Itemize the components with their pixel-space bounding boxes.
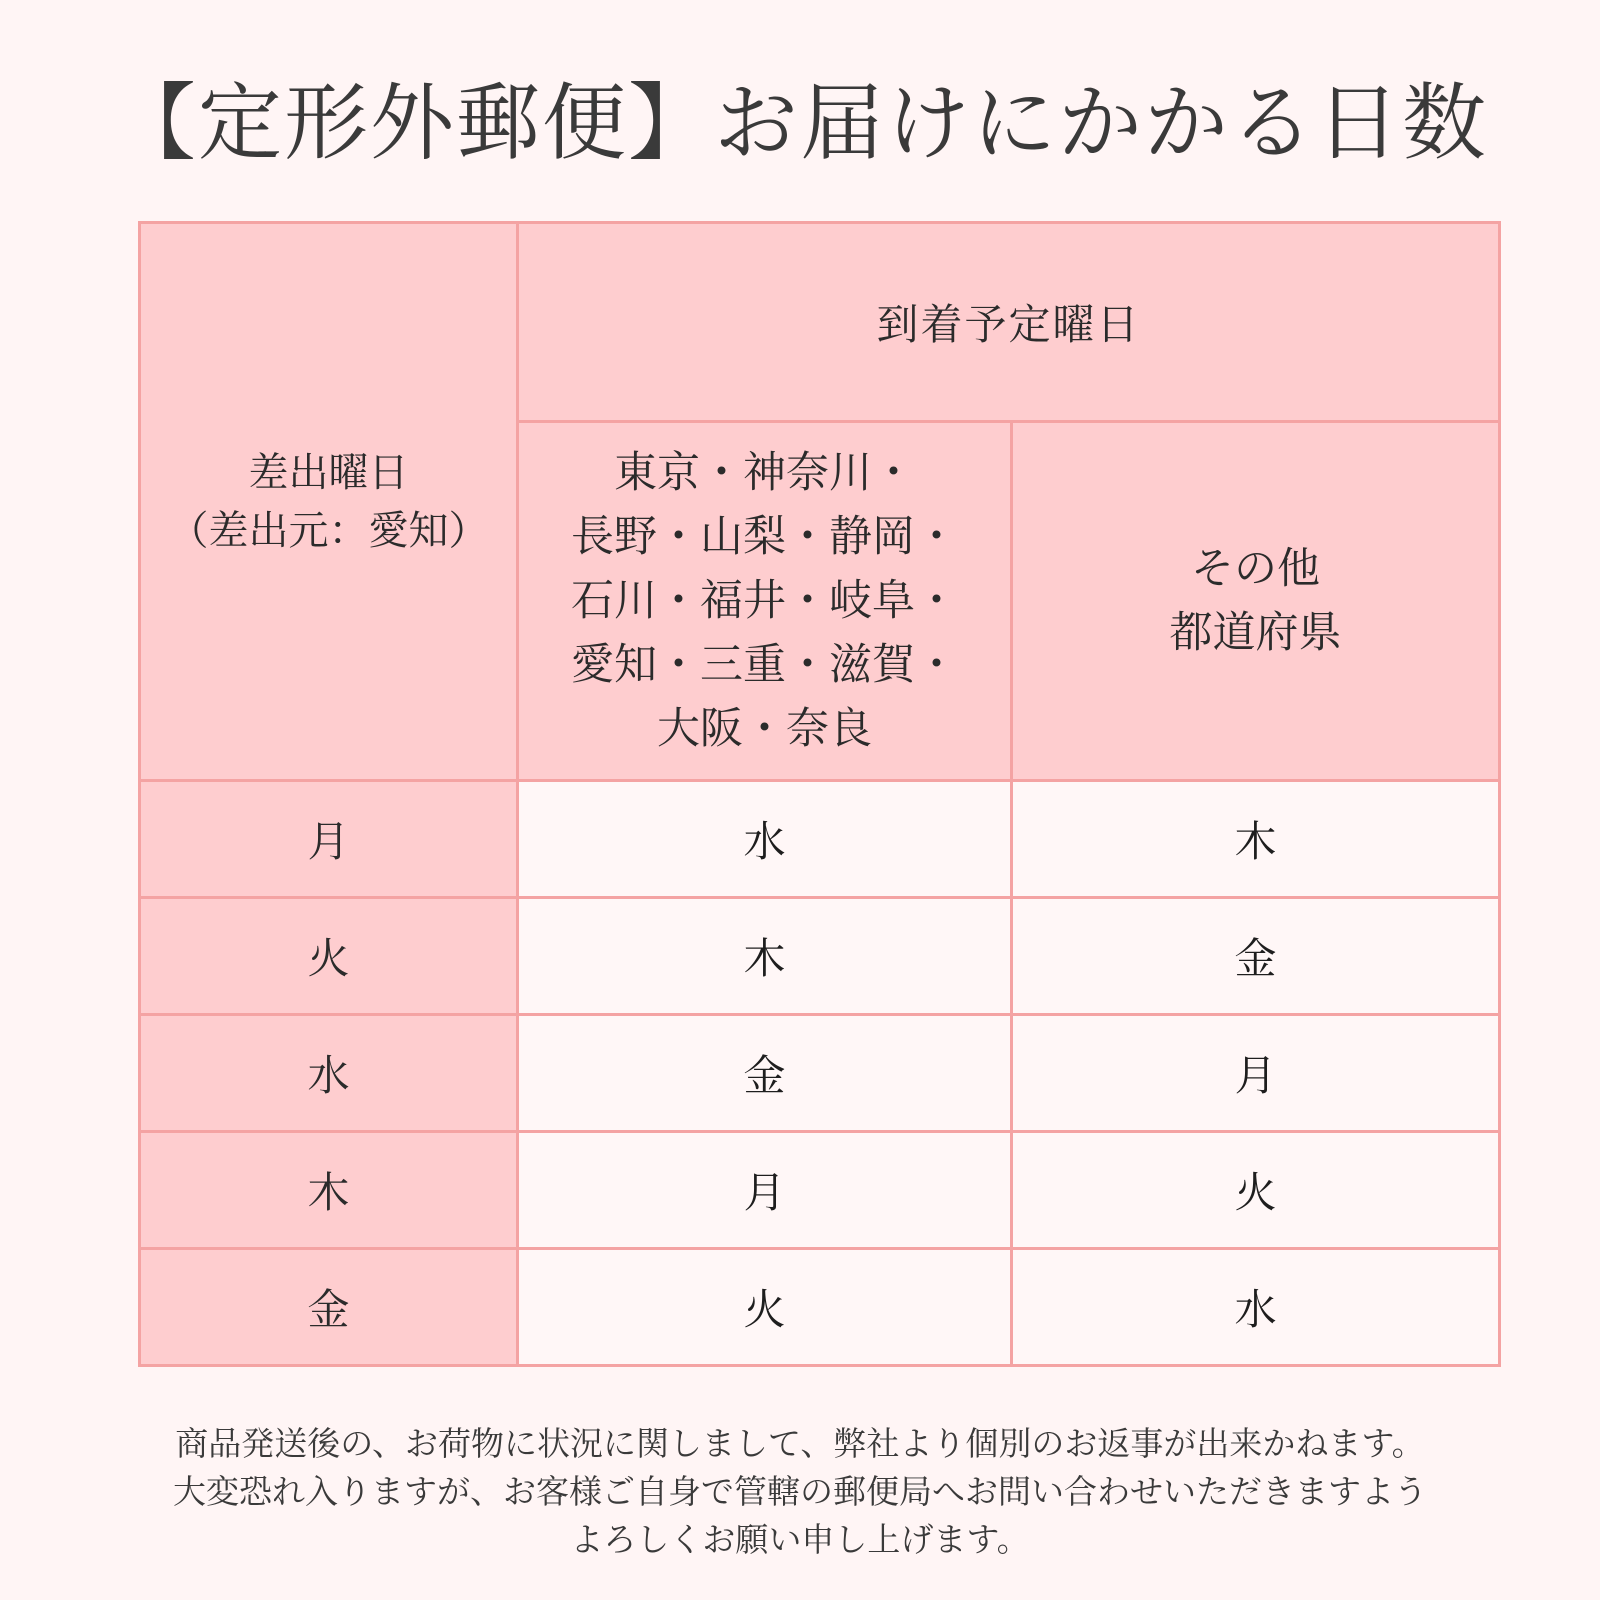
footnote-line: 大変恐れ入りますが、お客様ご自身で管轄の郵便局へお問い合わせいただきますよう [173,1472,1427,1511]
region-near-header [518,422,1012,781]
table-row [140,1132,1500,1249]
arrival-other-cell: 火 [1012,1132,1500,1249]
send-origin-label: （差出元：愛知） [168,507,489,554]
arrival-day-header: 到着予定曜日 [518,223,1500,422]
table-row [140,898,1500,1015]
send-day-cell: 火 [140,898,518,1015]
arrival-near-cell: 月 [518,1132,1012,1249]
region-near-line: 東京・神奈川・ [614,448,915,498]
page-title: 【定形外郵便】お届けにかかる日数 [111,74,1488,172]
region-near-line: 愛知・三重・滋賀・ [571,640,958,690]
region-near-line: 長野・山梨・静岡・ [571,512,958,562]
arrival-other-cell: 金 [1012,898,1500,1015]
table-row [140,1015,1500,1132]
arrival-near-cell: 火 [518,1249,1012,1366]
arrival-near-cell: 金 [518,1015,1012,1132]
footnote [0,1420,1600,1564]
arrival-near-cell: 水 [518,781,1012,898]
footnote-line: 商品発送後の、お荷物に状況に関しまして、弊社より個別のお返事が出来かねます。 [175,1424,1425,1463]
send-day-header-label: 差出曜日 [248,449,409,496]
footnote-line: よろしくお願い申し上げます。 [570,1520,1030,1559]
arrival-other-cell: 水 [1012,1249,1500,1366]
region-other-header [1012,422,1500,781]
arrival-other-cell: 木 [1012,781,1500,898]
region-other-line: その他 [1191,544,1320,594]
send-day-cell: 木 [140,1132,518,1249]
arrival-other-cell: 月 [1012,1015,1500,1132]
send-day-cell: 水 [140,1015,518,1132]
arrival-near-cell: 木 [518,898,1012,1015]
delivery-days-table-container [138,221,1498,1367]
send-day-cell: 金 [140,1249,518,1366]
region-other-line: 都道府県 [1169,608,1342,658]
send-day-header [140,223,518,781]
table-row [140,1249,1500,1366]
send-day-cell: 月 [140,781,518,898]
header-row-top [140,223,1500,422]
delivery-days-table [138,221,1501,1367]
region-near-line: 大阪・奈良 [657,704,872,754]
region-near-line: 石川・福井・岐阜・ [571,576,958,626]
table-row [140,781,1500,898]
